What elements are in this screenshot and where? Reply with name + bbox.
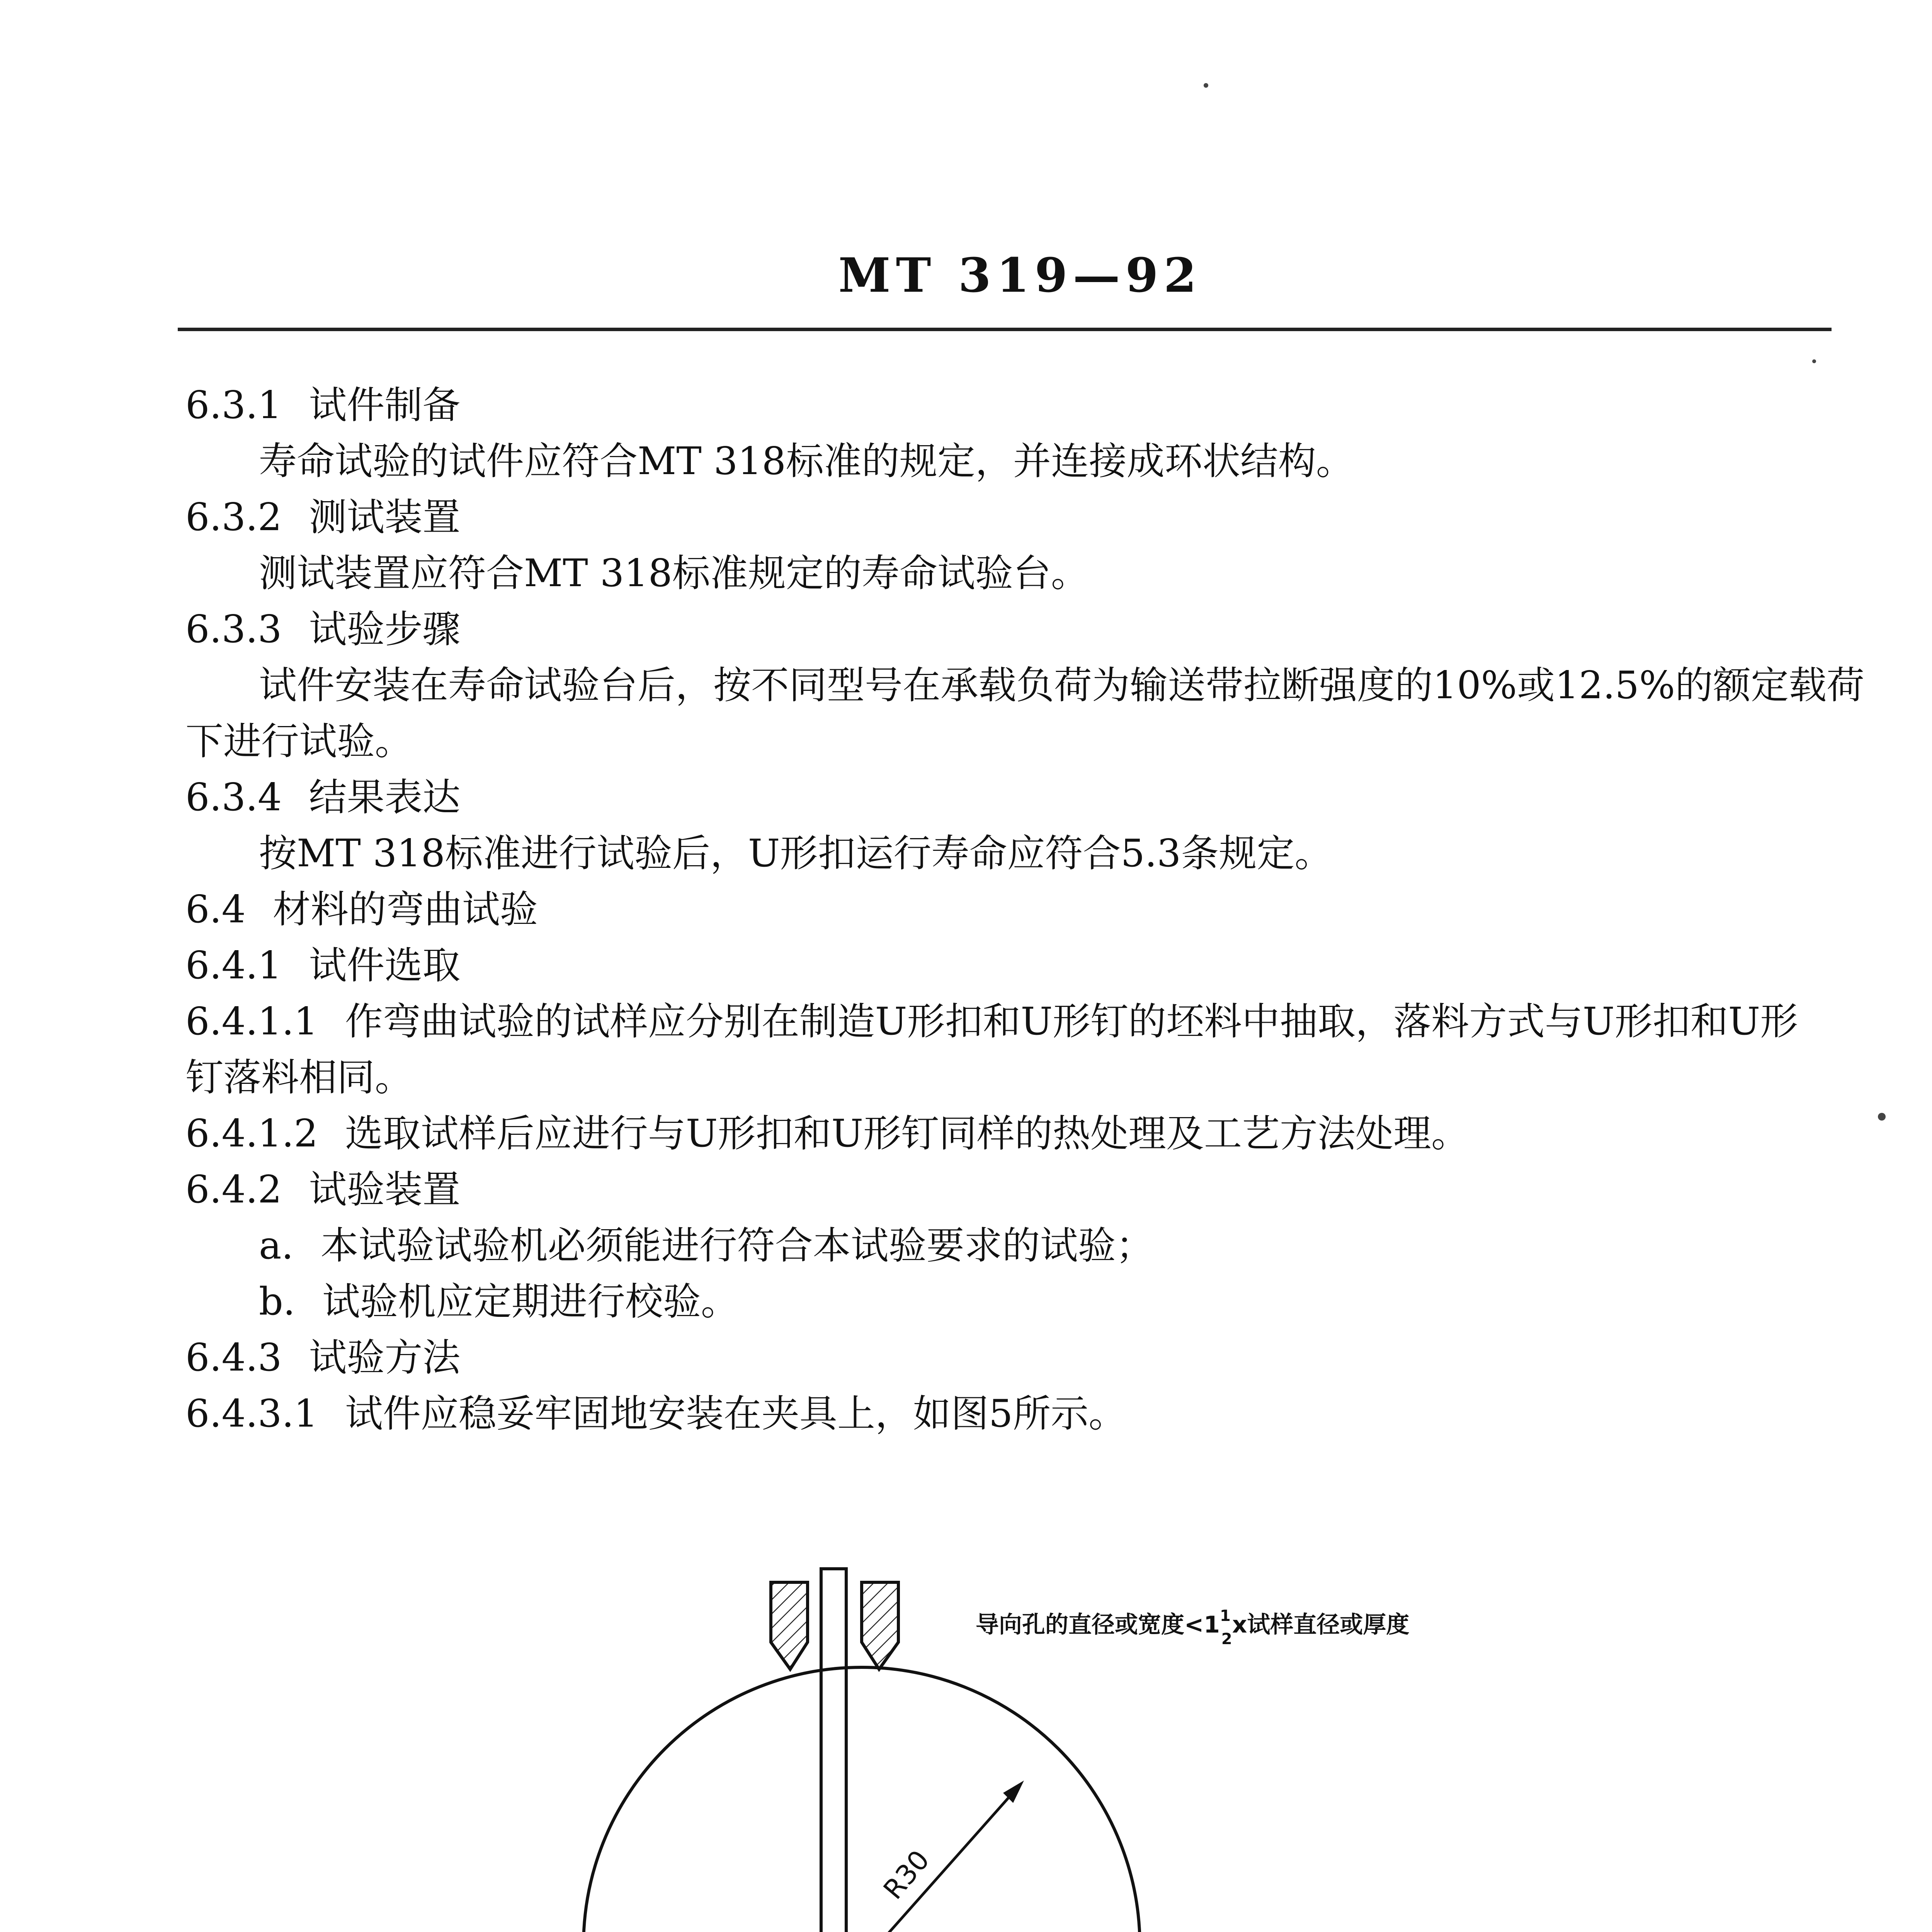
clause-text: 下进行试验。	[185, 719, 413, 764]
clause-text: 试件安装在寿命试验台后，按不同型号在承载负荷为输送带拉断强度的10%或12.5%的额定载荷	[259, 663, 1865, 707]
scan-speck	[1878, 1113, 1886, 1121]
guide-block-left	[771, 1582, 808, 1669]
standard-header: MT 319—92	[838, 247, 1202, 303]
clause-heading: 6.4.1 试件选取	[185, 944, 461, 988]
clause-text: 寿命试验的试件应符合MT 318标准的规定，并连接成环状结构。	[259, 439, 1354, 483]
guide-block-right	[862, 1582, 898, 1669]
clause-text: 6.4.1.2 选取试样后应进行与U形扣和U形钉同样的热处理及工艺方法处理。	[185, 1112, 1469, 1156]
clause-heading: 6.3.4 结果表达	[185, 776, 461, 820]
clause-heading: 6.4 材料的弯曲试验	[185, 888, 538, 932]
clause-heading: 6.3.2 测试装置	[185, 495, 461, 539]
list-item: b. 试验机应定期进行校验。	[259, 1280, 739, 1324]
clause-text: 钉落料相同。	[185, 1056, 413, 1100]
scan-speck	[1812, 359, 1816, 363]
header-rule	[178, 328, 1832, 331]
guide-hole-note: 导向孔的直径或宽度$<1^1$ 2x试样直径或厚度	[976, 1607, 1410, 1648]
bending-arc	[583, 1667, 1140, 1932]
scan-speck	[1204, 83, 1208, 88]
clause-heading: 6.3.1 试件制备	[185, 383, 461, 427]
clause-heading: 6.3.3 试验步骤	[185, 607, 461, 651]
clause-text: 测试装置应符合MT 318标准规定的寿命试验台。	[259, 551, 1089, 595]
clause-text: 6.4.3.1 试件应稳妥牢固地安装在夹具上，如图5所示。	[185, 1392, 1127, 1436]
clause-heading: 6.4.2 试验装置	[185, 1168, 461, 1212]
clause-text: 按MT 318标准进行试验后，U形扣运行寿命应符合5.3条规定。	[259, 832, 1333, 876]
clause-text: 6.4.1.1 作弯曲试验的试样应分别在制造U形扣和U形钉的坯料中抽取，落料方式与U形扣和U形	[185, 1000, 1798, 1044]
specimen	[821, 1569, 846, 1932]
list-item: a. 本试验试验机必须能进行符合本试验要求的试验；	[259, 1224, 1154, 1268]
clause-heading: 6.4.3 试验方法	[185, 1336, 461, 1380]
radius-label: R30	[877, 1844, 936, 1905]
bend-test-figure	[541, 1546, 1410, 1932]
